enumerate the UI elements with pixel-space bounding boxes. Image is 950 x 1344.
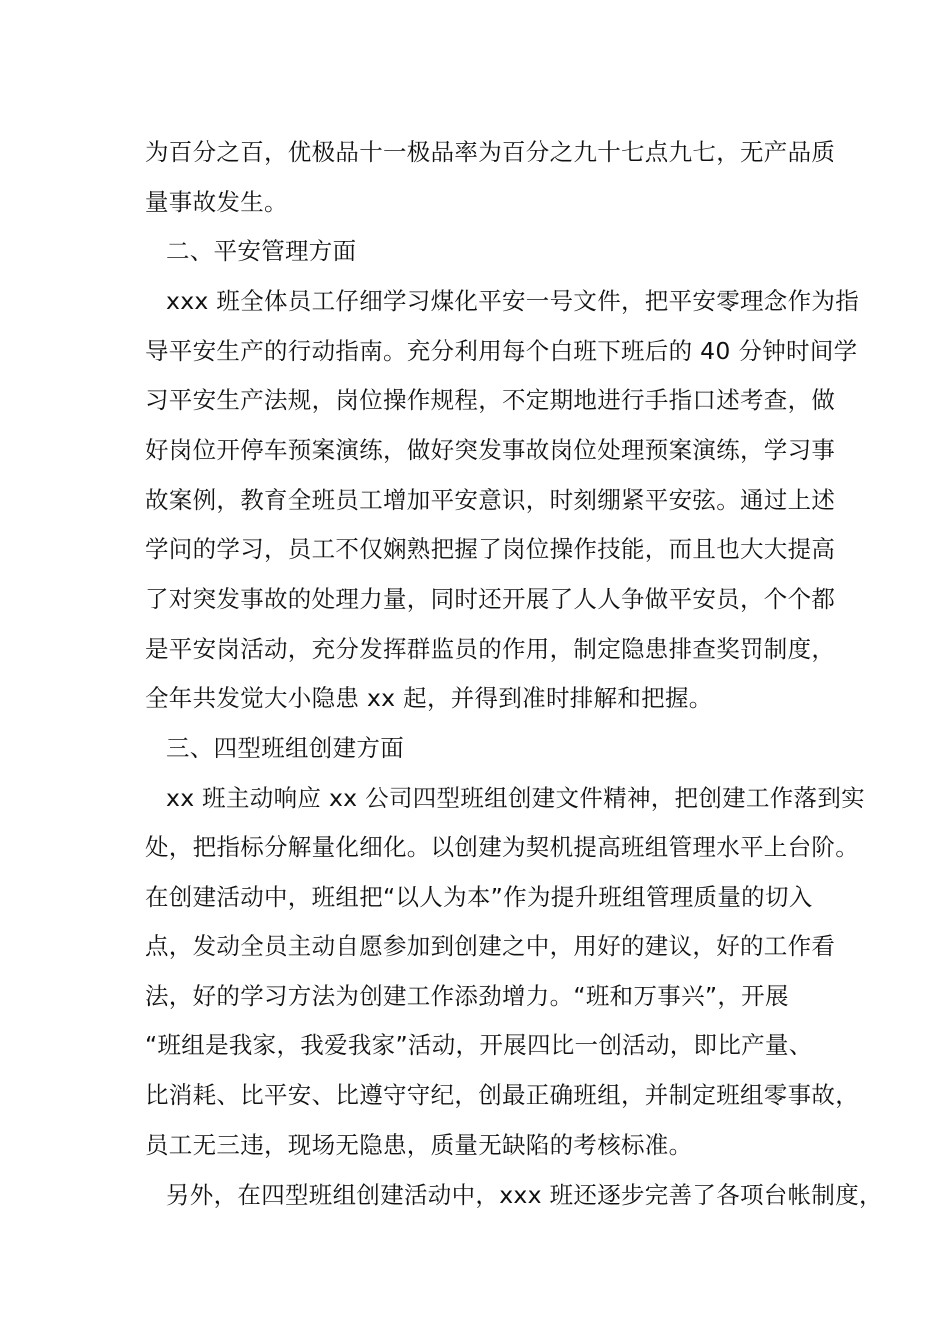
text-line: 是平安岗活动，充分发挥群监员的作用，制定隐患排查奖罚制度， (145, 635, 836, 663)
text-line: “班组是我家，我爱我家”活动，开展四比一创活动，即比产量、 (145, 1031, 813, 1059)
section-heading-four-type-team: 三、四型班组创建方面 (166, 734, 404, 762)
text-line: 在创建活动中，班组把“以人为本”作为提升班组管理质量的切入 (145, 883, 813, 911)
text-line: 量事故发生。 (145, 188, 288, 216)
text-line: xx 班主动响应 xx 公司四型班组创建文件精神，把创建工作落到实 (166, 784, 865, 812)
text-line: 法，好的学习方法为创建工作添劲增力。“班和万事兴”，开展 (145, 982, 789, 1010)
text-line: 处，把指标分解量化细化。以创建为契机提高班组管理水平上台阶。 (145, 833, 859, 861)
text-line: 另外，在四型班组创建活动中，xxx 班还逐步完善了各项台帐制度， (166, 1181, 883, 1209)
text-line: 好岗位开停车预案演练，做好突发事故岗位处理预案演练，学习事 (145, 436, 836, 464)
text-line: 比消耗、比平安、比遵守守纪，创最正确班组，并制定班组零事故， (145, 1081, 859, 1109)
text-line: 故案例，教育全班员工增加平安意识，时刻绷紧平安弦。通过上述 (145, 486, 836, 514)
text-line: 全年共发觉大小隐患 xx 起，并得到准时排解和把握。 (145, 684, 713, 712)
text-line: 习平安生产法规，岗位操作规程，不定期地进行手指口述考查，做 (145, 386, 836, 414)
text-line: 了对突发事故的处理力量，同时还开展了人人争做平安员，个个都 (145, 585, 836, 613)
text-line: 点，发动全员主动自愿参加到创建之中，用好的建议，好的工作看 (145, 932, 836, 960)
text-line: xxx 班全体员工仔细学习煤化平安一号文件，把平安零理念作为指 (166, 287, 859, 315)
text-line: 员工无三违，现场无隐患，质量无缺陷的考核标准。 (145, 1131, 693, 1159)
text-line: 为百分之百，优极品十一极品率为百分之九十七点九七，无产品质 (145, 138, 836, 166)
section-heading-safety: 二、平安管理方面 (166, 237, 357, 265)
text-line: 导平安生产的行动指南。充分利用每个白班下班后的 40 分钟时间学 (145, 337, 858, 365)
text-line: 学问的学习，员工不仅娴熟把握了岗位操作技能，而且也大大提高 (145, 535, 836, 563)
